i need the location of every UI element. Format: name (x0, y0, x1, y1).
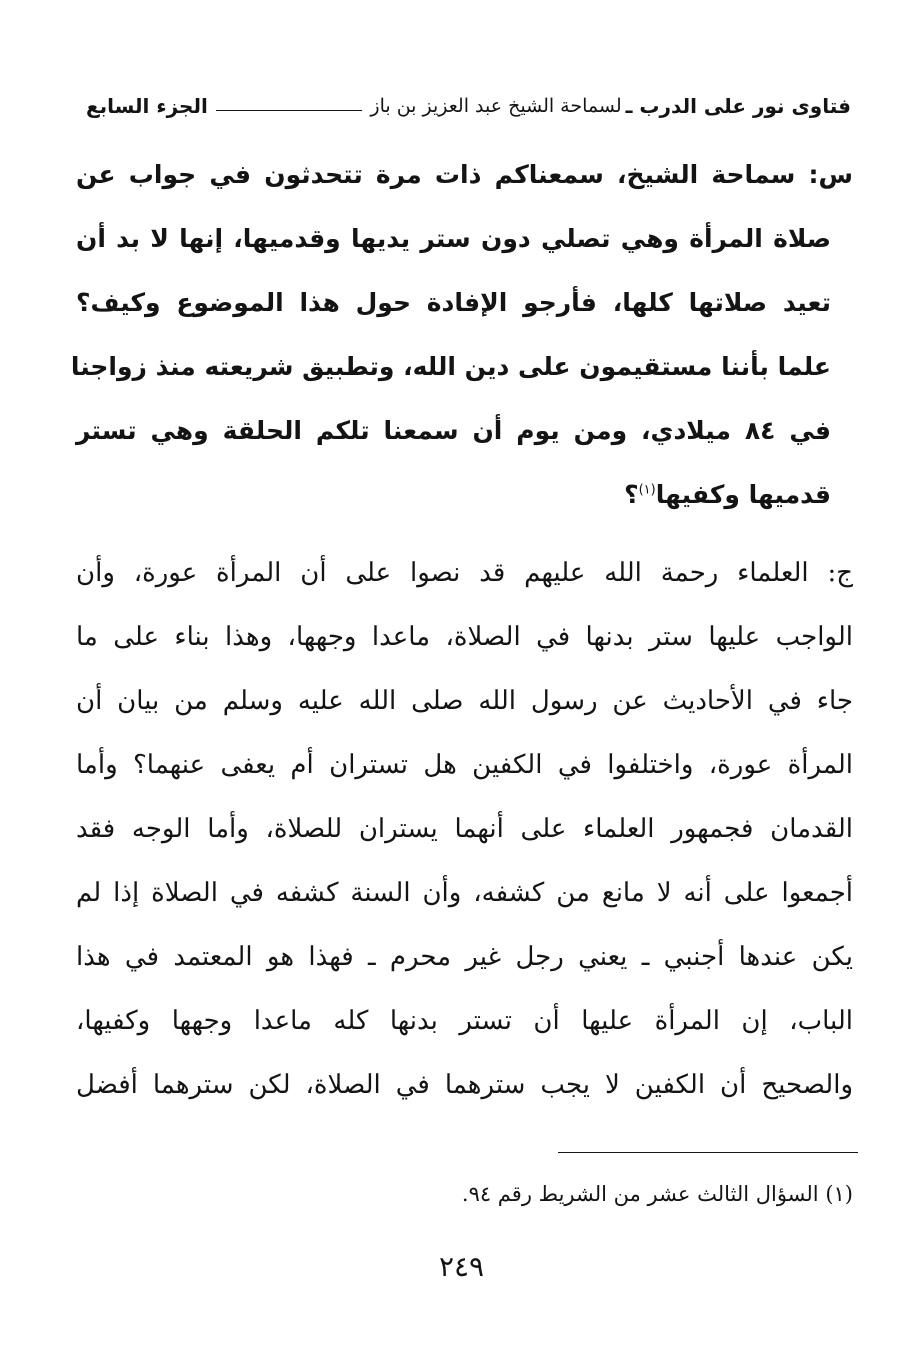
footnote-separator (558, 1152, 858, 1153)
question-ending: ؟ (624, 480, 639, 509)
answer-line: والصحيح أن الكفين لا يجب سترهما في الصلاة، لكن سترهما أفضل (76, 1070, 853, 1100)
header-book-title: فتاوى نور على الدرب ـ (625, 94, 851, 118)
question-line: س: سماحة الشيخ، سمعناكم ذات مرة تتحدثون في جواب عن (76, 160, 853, 189)
question-line: صلاة المرأة وهي تصلي دون ستر يديها وقدميها، إنها لا بد أن (76, 224, 831, 253)
header-rule (216, 110, 363, 111)
question-line: قدميها وكفيها (655, 480, 831, 509)
answer-line: أجمعوا على أنه لا مانع من كشفه، وأن السنة كشفه في الصلاة إذا لم (76, 878, 853, 908)
question-last-line (76, 463, 853, 527)
answer-line: القدمان فجمهور العلماء على أنهما يستران للصلاة، وأما الوجه فقد (76, 814, 853, 844)
answer-line: جاء في الأحاديث عن رسول الله صلى الله عليه وسلم من بيان أن (76, 686, 853, 716)
question-line: علما بأننا مستقيمون على دين الله، وتطبيق شريعته منذ زواجنا (70, 352, 831, 381)
running-header (86, 86, 851, 126)
footnote: (١) السؤال الثالث عشر من الشريط رقم ٩٤. (461, 1182, 853, 1206)
footnote-reference: (١) (638, 482, 656, 498)
answer-line: المرأة عورة، واختلفوا في الكفين هل تستران أم يعفى عنهما؟ وأما (76, 750, 853, 780)
answer-line: ج: العلماء رحمة الله عليهم قد نصوا على أن المرأة عورة، وأن (76, 558, 853, 588)
answer-paragraph (76, 541, 853, 1117)
page-number: ٢٤٩ (438, 1250, 485, 1283)
header-author: لسماحة الشيخ عبد العزيز بن باز (370, 95, 622, 117)
answer-line: الواجب عليها ستر بدنها في الصلاة، ماعدا وجهها، وهذا بناء على ما (76, 622, 853, 652)
answer-line: الباب، إن المرأة عليها أن تستر بدنها كله ماعدا وجهها وكفيها، (76, 1006, 853, 1036)
header-volume: الجزء السابع (86, 94, 208, 118)
question-line: في ٨٤ ميلادي، ومن يوم أن سمعنا تلكم الحلقة وهي تستر (76, 416, 831, 445)
question-line: تعيد صلاتها كلها، فأرجو الإفادة حول هذا الموضوع وكيف؟ (76, 288, 831, 317)
answer-line: يكن عندها أجنبي ـ يعني رجل غير محرم ـ فهذا هو المعتمد في هذا (76, 942, 853, 972)
question-paragraph (70, 143, 853, 527)
